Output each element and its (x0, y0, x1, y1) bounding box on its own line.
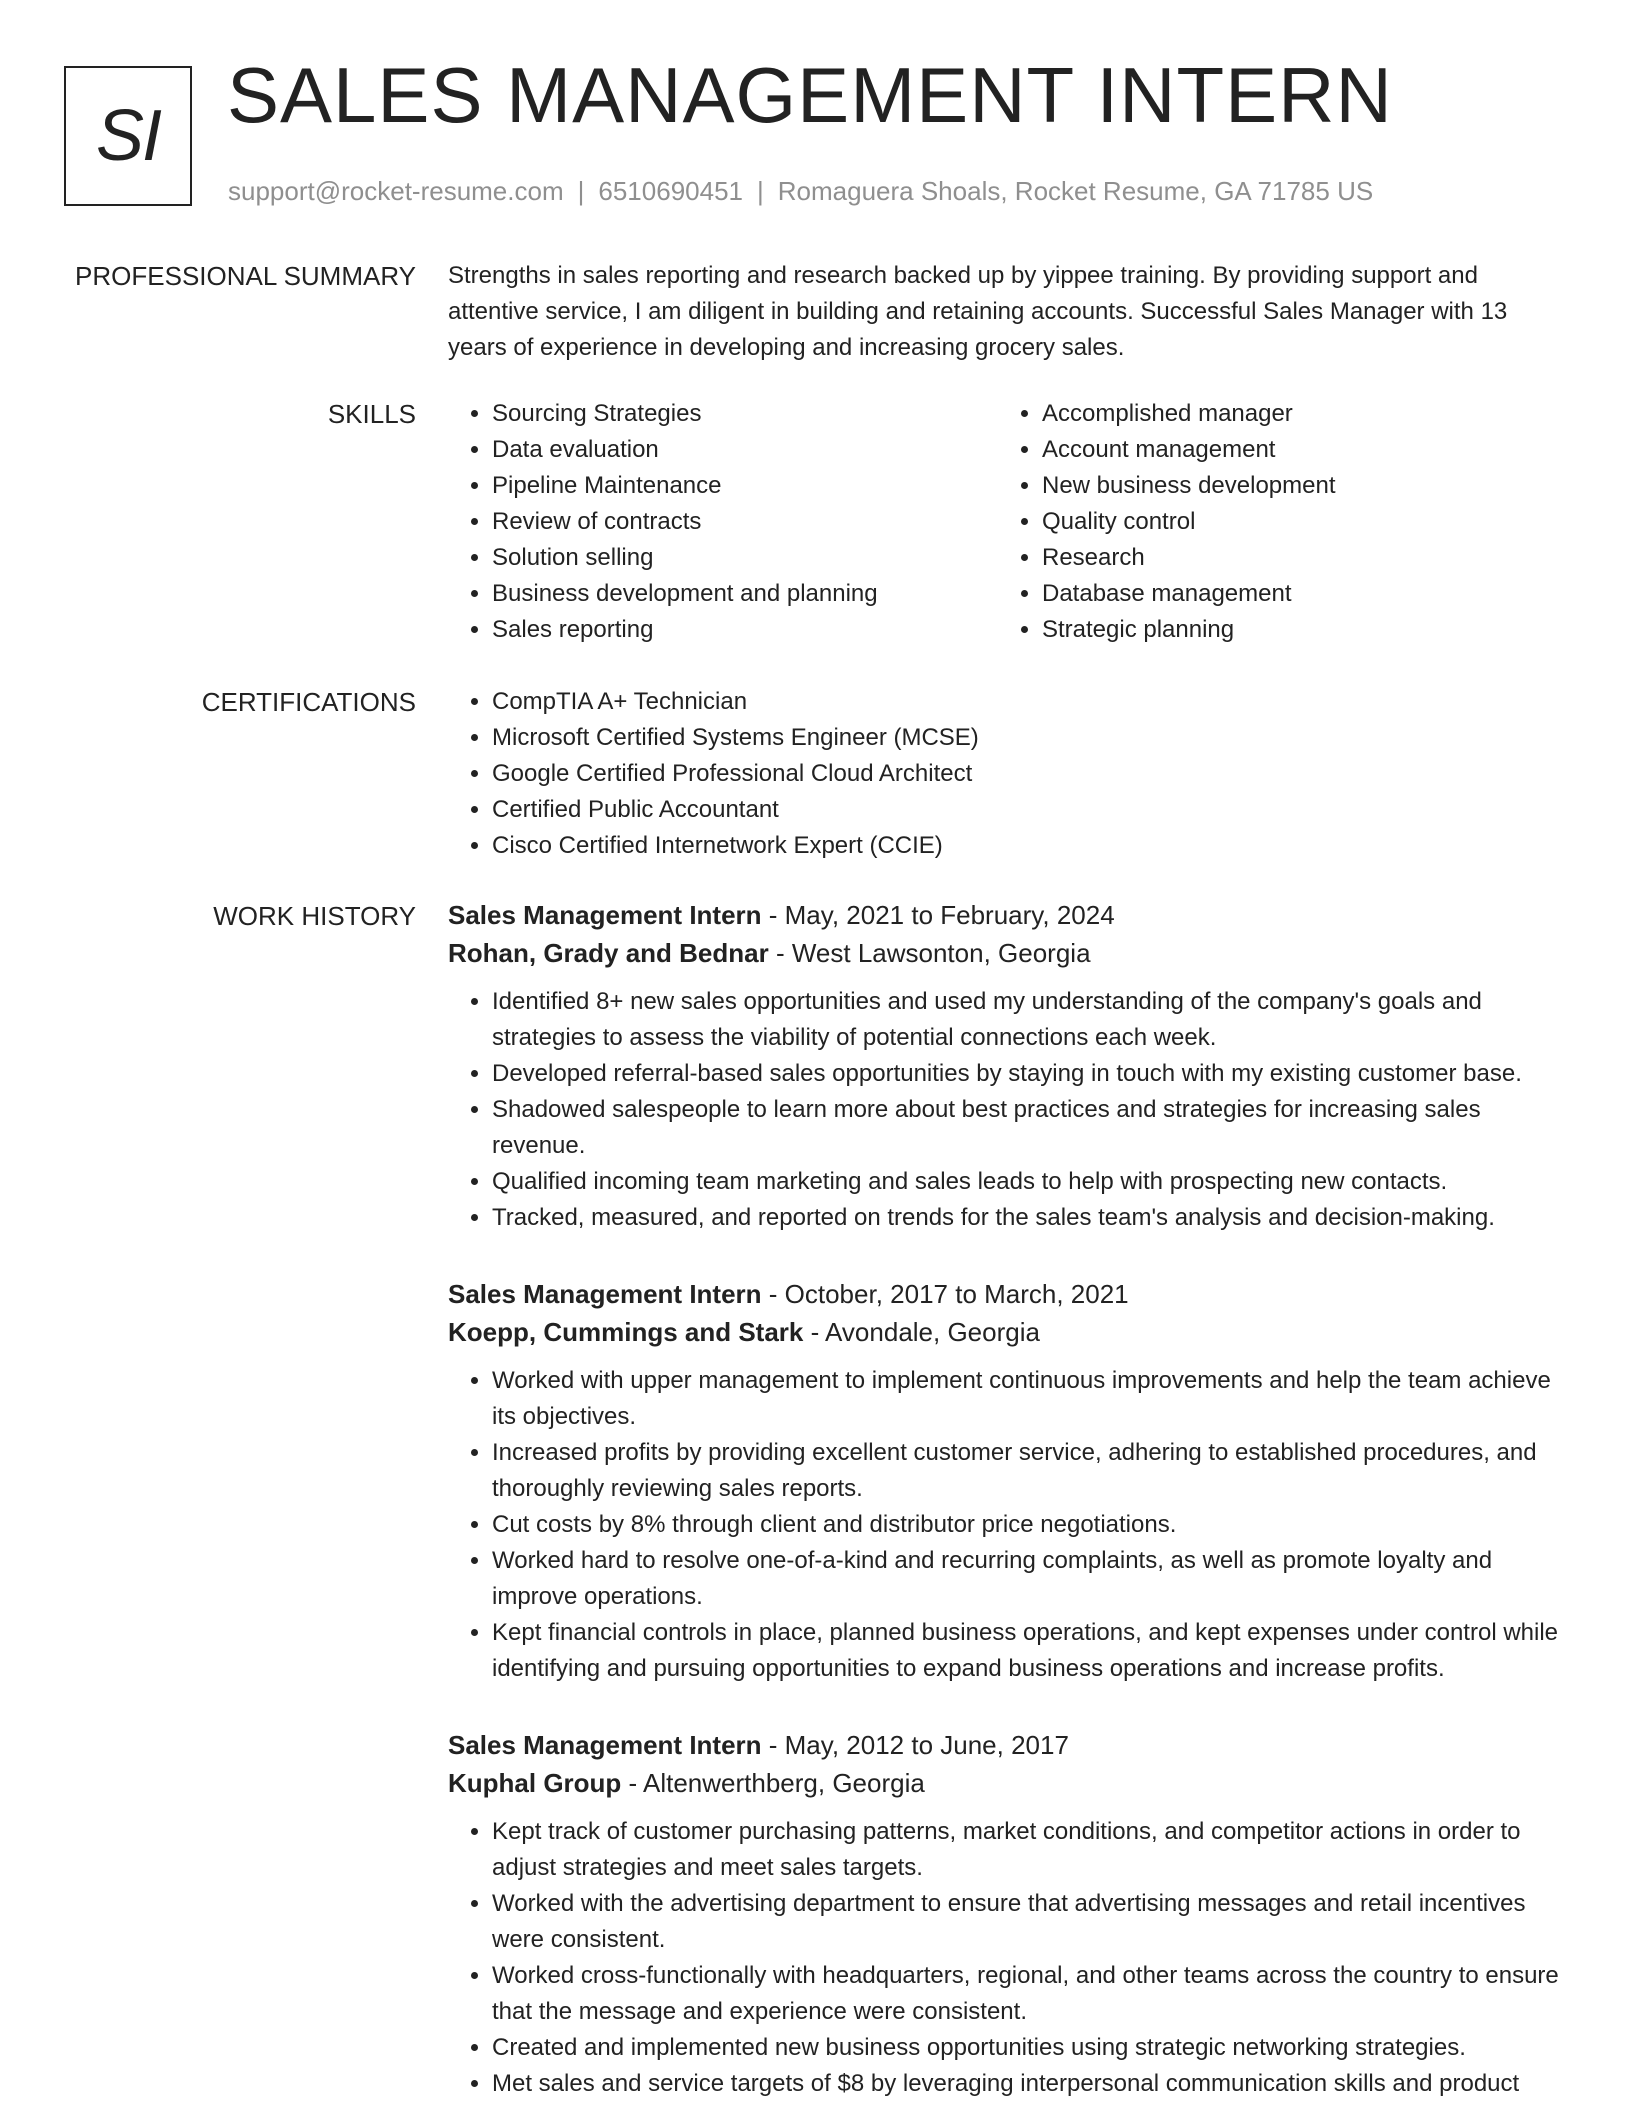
job-bullet: • Worked cross-functionally with headquarters, regional, and other teams across the country to ensure that the message and experience were consistent. (492, 1958, 1568, 2030)
job-company-line (448, 1313, 1568, 1351)
contact-address: Romaguera Shoals, Rocket Resume, GA 71785 US (777, 176, 1374, 206)
skill-item: • New business development (1042, 468, 1548, 504)
job-location: - West Lawsonton, Georgia (768, 938, 1091, 968)
certification-item: • Google Certified Professional Cloud Architect (492, 756, 1568, 792)
skill-item: • Sourcing Strategies (492, 396, 998, 432)
job-bullet: • Cut costs by 8% through client and distributor price negotiations. (492, 1507, 1568, 1543)
job-title-line (448, 1726, 1568, 1764)
skill-item: • Sales reporting (492, 612, 998, 648)
candidate-name: SALES MANAGEMENT INTERN (227, 51, 1393, 139)
job-title-line (448, 896, 1568, 934)
skill-item: • Research (1042, 540, 1548, 576)
section-title-work-history: WORK HISTORY (213, 901, 416, 931)
certification-item: • Certified Public Accountant (492, 792, 1568, 828)
skills-list-left (448, 396, 998, 648)
job-bullet: • Developed referral-based sales opportunities by staying in touch with my existing customer base. (492, 1056, 1568, 1092)
contact-email: support@rocket-resume.com (228, 176, 564, 206)
job-dates: - May, 2021 to February, 2024 (761, 900, 1115, 930)
contact-line (228, 176, 1373, 207)
monogram-badge: SI (64, 66, 192, 206)
contact-separator: | (577, 176, 585, 206)
job-bullet: • Created and implemented new business opportunities using strategic networking strategies. (492, 2030, 1568, 2066)
job-bullet: • Increased profits by providing excellent customer service, adhering to established procedures, and thoroughly reviewing sales reports. (492, 1435, 1568, 1507)
job-bullet: • Worked hard to resolve one-of-a-kind and recurring complaints, as well as promote loyalty and improve operations. (492, 1543, 1568, 1615)
certification-item: • Microsoft Certified Systems Engineer (MCSE) (492, 720, 1568, 756)
skills-list-right (998, 396, 1548, 648)
job-role: Sales Management Intern (448, 1279, 762, 1309)
job-company: Rohan, Grady and Bednar (448, 938, 769, 968)
section-title-certifications: CERTIFICATIONS (201, 687, 416, 717)
job-bullet: • Worked with upper management to implement continuous improvements and help the team achieve its objectives. (492, 1363, 1568, 1435)
job-company-line (448, 934, 1568, 972)
job-bullet: • Identified 8+ new sales opportunities and used my understanding of the company's goals and strategies to assess the viability of potential connections each week. (492, 984, 1568, 1056)
skill-item: • Review of contracts (492, 504, 998, 540)
job-bullet: • Tracked, measured, and reported on trends for the sales team's analysis and decision-making. (492, 1200, 1568, 1236)
skills-body (448, 396, 1568, 648)
job-dates: - May, 2012 to June, 2017 (761, 1730, 1069, 1760)
contact-phone: 6510690451 (598, 176, 743, 206)
job-bullet: • Kept financial controls in place, planned business operations, and kept expenses under control while identifying and pursuing opportunities to expand business operations and increase profits. (492, 1615, 1568, 1687)
skill-item: • Pipeline Maintenance (492, 468, 998, 504)
contact-separator: | (757, 176, 764, 206)
section-title-skills: SKILLS (327, 399, 416, 429)
certification-item: • CompTIA A+ Technician (492, 684, 1568, 720)
skill-item: • Strategic planning (1042, 612, 1548, 648)
skill-item: • Account management (1042, 432, 1548, 468)
skill-item: • Database management (1042, 576, 1548, 612)
job-bullet: • Shadowed salespeople to learn more about best practices and strategies for increasing sales revenue. (492, 1092, 1568, 1164)
skill-item: • Business development and planning (492, 576, 998, 612)
job-bullets (448, 1814, 1568, 2102)
summary-text: Strengths in sales reporting and research backed up by yippee training. By providing support and attentive service, I am diligent in building and retaining accounts. Successful Sales Manager with 13 years of experience in developing and increasing grocery sales. (448, 262, 1508, 361)
job-company: Kuphal Group (448, 1768, 622, 1798)
job-bullet: • Worked with the advertising department to ensure that advertising messages and retail incentives were consistent. (492, 1886, 1568, 1958)
job-bullet: • Kept track of customer purchasing patterns, market conditions, and competitor actions in order to adjust strategies and meet sales targets. (492, 1814, 1568, 1886)
job-dates: - October, 2017 to March, 2021 (761, 1279, 1129, 1309)
job-bullet: • Qualified incoming team marketing and sales leads to help with prospecting new contacts. (492, 1164, 1568, 1200)
job-role: Sales Management Intern (448, 1730, 762, 1760)
job-location: - Altenwerthberg, Georgia (621, 1768, 925, 1798)
job-location: - Avondale, Georgia (803, 1317, 1040, 1347)
job-company: Koepp, Cummings and Stark (448, 1317, 804, 1347)
job-title-line (448, 1275, 1568, 1313)
job-bullets (448, 984, 1568, 1236)
job-bullets (448, 1363, 1568, 1687)
certifications-list (448, 684, 1568, 864)
certifications-body (448, 684, 1568, 864)
job-company-line (448, 1764, 1568, 1802)
section-title-summary: PROFESSIONAL SUMMARY (75, 261, 416, 291)
job-role: Sales Management Intern (448, 900, 762, 930)
job-bullet: • Met sales and service targets of $8 by leveraging interpersonal communication skills and product (492, 2066, 1568, 2102)
certification-item: • Cisco Certified Internetwork Expert (CCIE) (492, 828, 1568, 864)
skill-item: • Data evaluation (492, 432, 998, 468)
skill-item: • Quality control (1042, 504, 1548, 540)
skill-item: • Accomplished manager (1042, 396, 1548, 432)
skill-item: • Solution selling (492, 540, 998, 576)
